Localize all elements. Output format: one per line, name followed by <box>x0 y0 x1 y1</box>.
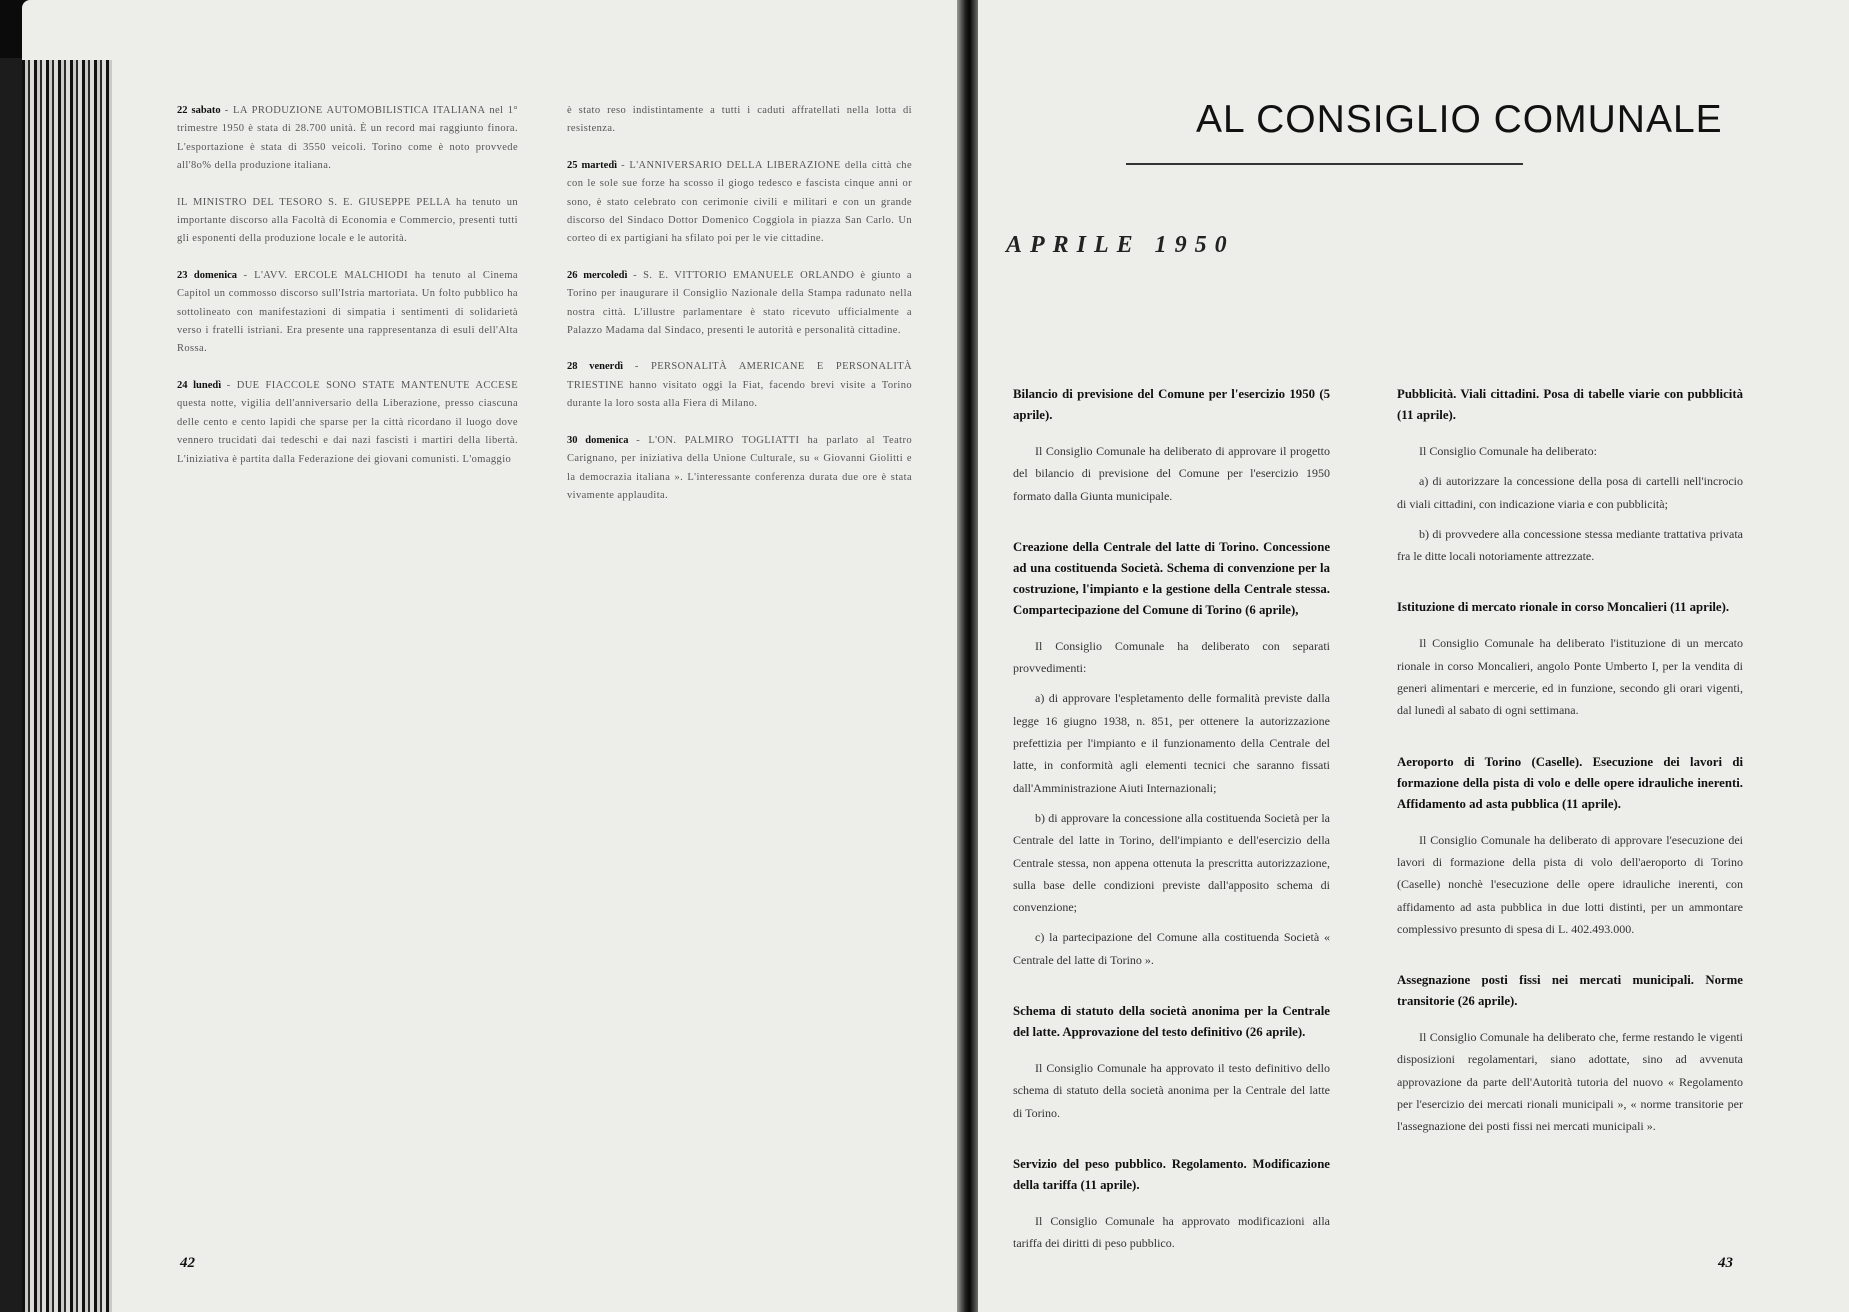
resolution-paragraph: Il Consiglio Comunale ha deliberato di approvare il progetto del bilancio di previsione del Comune per l'esercizio 1950 formato dalla Giunta municipale. <box>1013 444 1330 503</box>
entry-text: - LA PRODUZIONE AUTOMOBILISTICA ITALIANA nel 1° trimestre 1950 è stata di 28.700 unità. È un record mai raggiunto finora. L'esportazione è stata di 3550 veicoli. Torino come è noto provvede all'8o% della produzione italiana. <box>177 105 518 172</box>
resolution-heading: Schema di statuto della società anonima per la Centrale del latte. Approvazione del testo definitivo (26 aprile). <box>1013 1004 1330 1040</box>
resolution-heading: Servizio del peso pubblico. Regolamento. Modificazione della tariffa (11 aprile). <box>1013 1156 1330 1192</box>
right-column-2 <box>1397 384 1743 1168</box>
section-title: AL CONSIGLIO COMUNALE <box>1196 98 1723 141</box>
resolution-paragraph: a) di autorizzare la concessione della posa di cartelli nell'incrocio di viali cittadini, con indicazione viaria e con pubblicità; <box>1397 474 1743 511</box>
page-edges <box>22 60 112 1312</box>
council-resolution <box>1013 537 1330 971</box>
entry-date: 22 sabato <box>177 105 221 116</box>
resolution-paragraph: b) di approvare la concessione alla costituenda Società per la Centrale del latte in Torino, dell'impianto e dell'esercizio della Centrale stessa, non appena ottenuta la prescritta autorizzazione, sulla base delle condizioni previste dall'apposito schema di convenzione; <box>1013 810 1330 915</box>
entry-date: 26 mercoledì <box>567 269 628 281</box>
chronicle-entry <box>567 358 912 413</box>
chronicle-entry <box>567 102 912 139</box>
entry-text: - S. E. VITTORIO EMANUELE ORLANDO è giunto a Torino per inaugurare il Consiglio Nazionale della Stampa radunato nella nostra città. L'illustre parlamentare è stato ricevuto ufficialmente a Palazzo Madama dal Sindaco, presenti le autorità e personalità cittadine. <box>567 269 912 337</box>
entry-text: è stato reso indistintamente a tutti i caduti affratellati nella lotta di resistenza. <box>567 105 912 135</box>
entry-date: 23 domenica <box>177 269 238 281</box>
entry-date: 25 martedì <box>567 159 618 171</box>
entry-date: 28 venerdì <box>567 361 624 373</box>
chronicle-entry <box>177 377 518 469</box>
council-resolution <box>1397 597 1743 721</box>
chronicle-entry <box>177 194 518 249</box>
entry-text: - L'ANNIVERSARIO DELLA LIBERAZIONE della città che con le sole sue forze ha scosso il giogo tedesco e fascista cinque anni or sono, è stato celebrato con cerimonie civili e militari e con un grande discorso del Sindaco Dottor Domenico Coggiola in piazza San Carlo. Un corteo di ex partigiani ha sfilato poi per le vie cittadine. <box>567 159 912 245</box>
entry-text: - DUE FIACCOLE SONO STATE MANTENUTE ACCESE questa notte, vigilia dell'anniversario della Liberazione, presso ciascuna delle cento e cento lapidi che sparse per la città ricordano il luogo dove vennero trucidati dai tedeschi e dai nazi fascisti i martiri della libertà. L'iniziativa è partita dalla Federazione dei giovani comunisti. L'omaggio <box>177 379 519 465</box>
book-gutter <box>957 0 978 1312</box>
resolution-heading: Istituzione di mercato rionale in corso Moncalieri (11 aprile). <box>1397 600 1730 615</box>
council-resolution <box>1397 970 1743 1137</box>
resolution-paragraph: Il Consiglio Comunale ha approvato il testo definitivo dello schema di statuto della società anonima per la Centrale del latte di Torino. <box>1013 1061 1330 1120</box>
chronicle-entry <box>177 267 518 359</box>
council-resolution <box>1397 384 1743 567</box>
resolution-paragraph: Il Consiglio Comunale ha deliberato con separati provvedimenti: <box>1013 638 1330 676</box>
resolution-paragraph: c) la partecipazione del Comune alla costituenda Società « Centrale del latte di Torino ». <box>1013 930 1330 967</box>
page-number-right: 43 <box>1718 1255 1733 1271</box>
left-column-2 <box>567 102 912 523</box>
entry-date: 24 lunedì <box>177 379 222 391</box>
entry-text: - L'ON. PALMIRO TOGLIATTI ha parlato al Teatro Carignano, per iniziativa della Unione Culturale, su « Giovanni Giolitti e la democrazia italiana ». L'interessante conferenza durata due ore è stata vivamente applaudita. <box>567 434 912 501</box>
resolution-paragraph: Il Consiglio Comunale ha approvato modificazioni alla tariffa dei diritti di peso pubblico. <box>1013 1213 1330 1251</box>
resolution-paragraph: Il Consiglio Comunale ha deliberato che, ferme restando le vigenti disposizioni regolamentari, siano adottate, sino ad avvenuta approvazione da parte dell'Autorità tutoria del nuovo « Regolamento per l'esercizio dei mercati rionali municipali », « norme transitorie per l'assegnazione dei posti fissi nei mercati municipali ». <box>1397 1030 1743 1134</box>
chronicle-entry <box>567 267 912 341</box>
resolution-paragraph: a) di approvare l'espletamento delle formalità previste dalla legge 16 giugno 1938, n. 851, per ottenere la autorizzazione prefettizia per l'impianto e il funzionamento della Centrale del latte, in conformità agli elementi tecnici che saranno fissati dall'Amministrazione Aiuti Internazionali; <box>1013 691 1330 795</box>
entry-text: - L'AVV. ERCOLE MALCHIODI ha tenuto al Cinema Capitol un commosso discorso sull'Istria martoriata. Un folto pubblico ha sottolineato con manifestazioni di simpatia i sentimenti di solidarietà verso i fratelli istriani. Era presente una rappresentanza di esuli dell'Alta Rossa. <box>177 269 518 355</box>
entry-text: - PERSONALITÀ AMERICANE E PERSONALITÀ TRIESTINE hanno visitato oggi la Fiat, facendo brevi visite a Torino durante la loro sosta alla Fiera di Milano. <box>567 361 913 410</box>
resolution-heading: Assegnazione posti fissi nei mercati municipali. Norme transitorie (26 aprile). <box>1397 973 1743 1009</box>
title-rule <box>1126 163 1523 165</box>
right-column-1 <box>1013 384 1330 1285</box>
resolution-heading: Pubblicità. Viali cittadini. Posa di tabelle viarie con pubblicità (11 aprile). <box>1397 387 1743 422</box>
resolution-paragraph: Il Consiglio Comunale ha deliberato di approvare l'esecuzione dei lavori di formazione della pista di volo dell'aeroporto di Torino (Caselle) nonchè l'esecuzione delle opere idrauliche inerenti, con affidamento ad asta pubblica in due lotti distinti, per un ammontare complessivo presunto di spesa di L. 402.493.000. <box>1397 832 1743 936</box>
council-resolution <box>1013 1001 1330 1124</box>
resolution-heading: Creazione della Centrale del latte di Torino. Concessione ad una costituenda Società. Schema di convenzione per la costruzione, l'impianto e la gestione della Centrale stessa. Compartecipazione del Comune di Torino (6 aprile), <box>1013 539 1330 617</box>
entry-text: IL MINISTRO DEL TESORO S. E. GIUSEPPE PELLA ha tenuto un importante discorso alla Facoltà di Economia e Commercio, presenti tutti gli esponenti della produzione locale e le autorità. <box>177 196 518 245</box>
left-page <box>22 0 957 1312</box>
resolution-heading: Aeroporto di Torino (Caselle). Esecuzione dei lavori di formazione della pista di volo e delle opere idrauliche inerenti. Affidamento ad asta pubblica (11 aprile). <box>1397 754 1743 811</box>
resolution-paragraph: Il Consiglio Comunale ha deliberato l'istituzione di un mercato rionale in corso Moncalieri, angolo Ponte Umberto I, per la vendita di generi alimentari e mercerie, ed in funzione, secondo gli orari vigenti, dal lunedì al sabato di ogni settimana. <box>1397 636 1743 718</box>
council-resolution <box>1013 384 1330 507</box>
month-heading: APRILE 1950 <box>1006 232 1235 258</box>
council-resolution <box>1397 752 1743 940</box>
resolution-paragraph: b) di provvedere alla concessione stessa mediante trattativa privata fra le ditte locali notoriamente attrezzate. <box>1397 526 1743 564</box>
left-column-1 <box>177 102 518 487</box>
council-resolution <box>1013 1154 1330 1255</box>
entry-date: 30 domenica <box>567 434 629 446</box>
chronicle-entry <box>177 102 518 176</box>
resolution-heading: Bilancio di previsione del Comune per l'esercizio 1950 (5 aprile). <box>1013 387 1330 422</box>
chronicle-entry <box>567 432 912 506</box>
resolution-paragraph: Il Consiglio Comunale ha deliberato: <box>1419 444 1597 458</box>
page-number-left: 42 <box>180 1255 195 1271</box>
chronicle-entry <box>567 157 912 249</box>
